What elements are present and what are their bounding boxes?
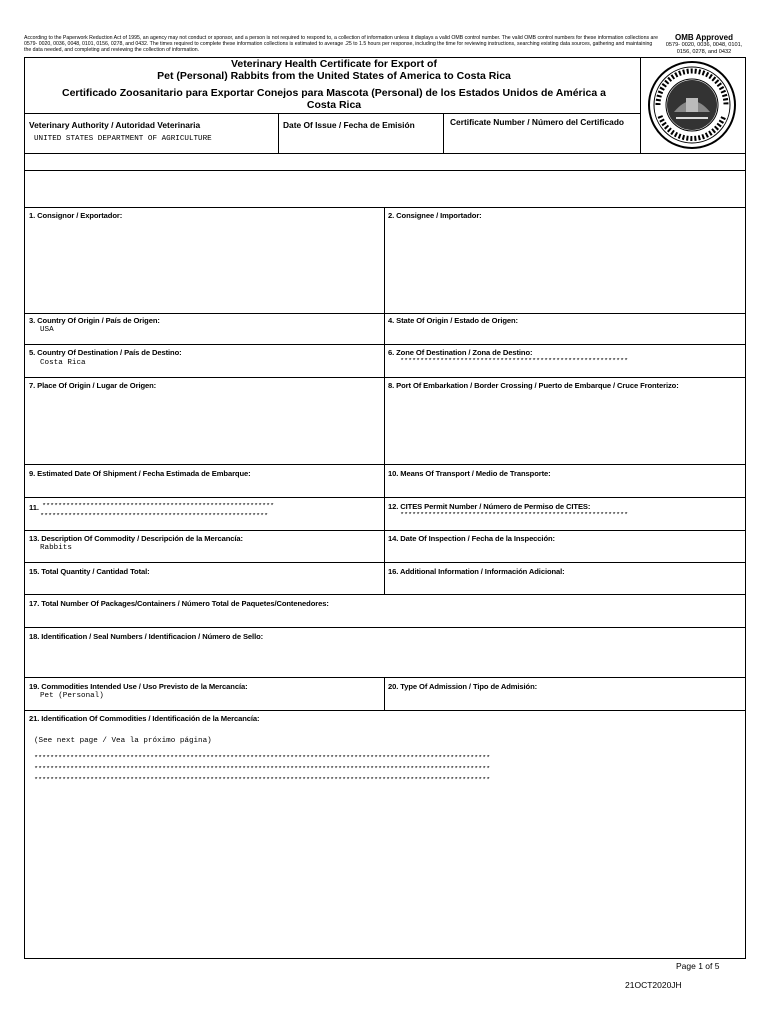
paperwork-notice: According to the Paperwork Reduction Act of 1995, an agency may not conduct or sponsor, and a person is not required to respond to, a collection of information unless it displays a valid OMB control number. The valid OMB control numbers for these information collections are 0579- 0020, 0036, 0048, 0101, 0156, 0278, and 0432. The times required to complete these information collections is estimated to average .25 to 1.5 hours per response, including the time for reviewing instructions, searching existing data sources, gathering and maintaining the data needed, and completing and reviewing the collection of information. (24, 35, 658, 53)
column-divider (384, 207, 385, 594)
certificate-number-label: Certificate Number / Número del Certificado (450, 117, 625, 127)
row-line (24, 377, 746, 378)
row-line (24, 313, 746, 314)
field-13-value[interactable]: Rabbits (40, 544, 72, 552)
field-21-value[interactable]: (See next page / Vea la próximo página) (34, 737, 212, 745)
row-line (24, 464, 746, 465)
row-line (24, 562, 746, 563)
row-line (24, 207, 746, 208)
usda-seal-icon (646, 60, 738, 150)
row-line (24, 594, 746, 595)
field-3-country-origin-label: 3. Country Of Origin / País de Origen: (29, 316, 160, 325)
field-19-intended-use-label: 19. Commodities Intended Use / Uso Previsto de la Mercancía: (29, 682, 248, 691)
omb-numbers: 0579- 0020, 0036, 0048, 0101, 0156, 0278, and 0432 (665, 42, 743, 55)
field-21-identification-label: 21. Identification Of Commodities / Identificación de la Mercancía: (29, 714, 260, 723)
field-11-filler-line-2: ********************************************************* (40, 513, 269, 521)
field-5-country-destination-label: 5. Country Of Destination / País de Destino: (29, 348, 182, 357)
field-6-zone-destination-label: 6. Zone Of Destination / Zona de Destino: (388, 348, 533, 357)
field-17-packages-label: 17. Total Number Of Packages/Containers / Número Total de Paquetes/Contenedores: (29, 599, 329, 608)
row-line (24, 710, 746, 711)
page-number: Page 1 of 5 (676, 961, 720, 971)
field-4-state-origin-label: 4. State Of Origin / Estado de Origen: (388, 316, 518, 325)
field-21-filler-line-1: ****************************************************************************************************************** (34, 755, 491, 763)
field-20-admission-type-label: 20. Type Of Admission / Tipo de Admisión: (388, 682, 538, 691)
field-8-port-embarkation-label: 8. Port Of Embarkation / Border Crossing / Puerto de Embarque / Cruce Fronterizo: (388, 381, 679, 390)
title-line-1: Veterinary Health Certificate for Export of (231, 58, 437, 70)
header-col-divider-2 (443, 113, 444, 153)
field-13-description-label: 13. Description Of Commodity / Descripción de la Mercancía: (29, 534, 243, 543)
row-line (24, 170, 746, 171)
field-16-additional-info-label: 16. Additional Information / Información Adicional: (388, 567, 565, 576)
seal-divider (640, 57, 641, 153)
field-14-inspection-date-label: 14. Date Of Inspection / Fecha de la Inspección: (388, 534, 555, 543)
omb-approved-title: OMB Approved (675, 33, 733, 42)
row-line (24, 153, 746, 154)
field-15-total-quantity-label: 15. Total Quantity / Cantidad Total: (29, 567, 150, 576)
title-line-2: Pet (Personal) Rabbits from the United States of America to Costa Rica (157, 70, 511, 82)
field-3-value[interactable]: USA (40, 326, 54, 334)
row-line (24, 530, 746, 531)
title-line-3: Certificado Zoosanitario para Exportar Conejos para Mascota (Personal) de los Estados Unidos de América a (61, 87, 606, 99)
field-9-shipment-date-label: 9. Estimated Date Of Shipment / Fecha Estimada de Embarque: (29, 469, 251, 478)
field-10-means-transport-label: 10. Means Of Transport / Medio de Transporte: (388, 469, 551, 478)
field-5-value[interactable]: Costa Rica (40, 359, 86, 367)
row-line (24, 344, 746, 345)
field-11-label: 11. (29, 503, 39, 512)
field-1-consignor-label: 1. Consignor / Exportador: (29, 211, 123, 220)
header-divider (24, 113, 640, 114)
field-11-filler-line-1: ********************************************************** (42, 503, 275, 511)
title-line-4: Costa Rica (306, 99, 362, 111)
date-of-issue-label: Date Of Issue / Fecha de Emisión (283, 120, 415, 130)
field-12-cites-permit-label: 12. CITES Permit Number / Número de Permiso de CITES: (388, 502, 591, 511)
field-19-value[interactable]: Pet (Personal) (40, 692, 104, 700)
field-7-place-origin-label: 7. Place Of Origin / Lugar de Origen: (29, 381, 157, 390)
field-6-filler: ********************************************************* (400, 358, 629, 366)
form-code: 21OCT2020JH (625, 980, 682, 990)
field-18-seal-numbers-label: 18. Identification / Seal Numbers / Identificacion / Número de Sello: (29, 632, 264, 641)
column-divider-19-20 (384, 677, 385, 710)
header-col-divider-1 (278, 113, 279, 153)
vet-authority-label: Veterinary Authority / Autoridad Veterinaria (29, 120, 201, 130)
row-line (24, 497, 746, 498)
vet-authority-value[interactable]: UNITED STATES DEPARTMENT OF AGRICULTURE (34, 135, 212, 143)
row-line (24, 677, 746, 678)
row-line (24, 627, 746, 628)
field-2-consignee-label: 2. Consignee / Importador: (388, 211, 482, 220)
field-12-filler: ********************************************************* (400, 512, 629, 520)
field-21-filler-line-2: ****************************************************************************************************************** (34, 766, 491, 774)
field-21-filler-line-3: ****************************************************************************************************************** (34, 777, 491, 785)
